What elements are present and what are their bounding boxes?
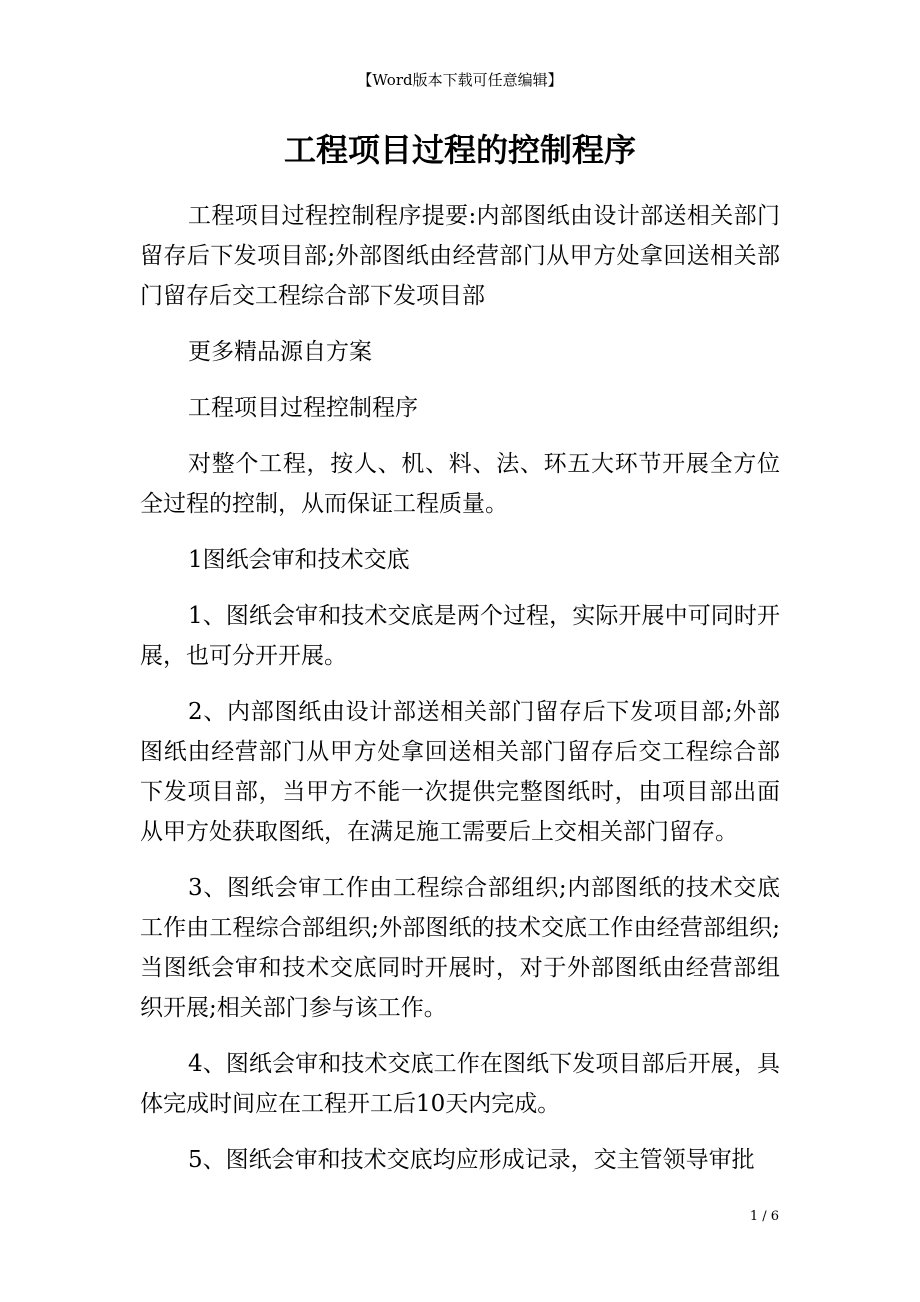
paragraph-item-1: 1、图纸会审和技术交底是两个过程，实际开展中可同时开展，也可分开开展。 <box>140 603 780 669</box>
paragraph-intro: 对整个工程，按人、机、料、法、环五大环节开展全方位全过程的控制，从而保证工程质量。 <box>140 451 780 517</box>
paragraph-item-2: 2、内部图纸由设计部送相关部门留存后下发项目部;外部图纸由经营部门从甲方处拿回送相关部门留存后交工程综合部下发项目部，当甲方不能一次提供完整图纸时，由项目部出面从甲方处获取图纸，在满足施工需要后上交相关部门留存。 <box>140 699 780 845</box>
page-number: 1 / 6 <box>749 1209 779 1224</box>
document-header: 【Word版本下载可任意编辑】 <box>357 71 563 89</box>
paragraph-item-5: 5、图纸会审和技术交底均应形成记录，交主管领导审批 <box>188 1147 755 1173</box>
paragraph-source: 更多精品源自方案 <box>188 339 372 365</box>
document-title: 工程项目过程的控制程序 <box>283 131 636 169</box>
document-body <box>140 196 780 1196</box>
paragraph-summary: 工程项目过程控制程序提要:内部图纸由设计部送相关部门留存后下发项目部;外部图纸由经营部门从甲方处拿回送相关部门留存后交工程综合部下发项目部 <box>140 203 780 309</box>
section-heading: 1图纸会审和技术交底 <box>188 547 410 573</box>
paragraph-item-3: 3、图纸会审工作由工程综合部组织;内部图纸的技术交底工作由工程综合部组织;外部图纸的技术交底工作由经营部组织;当图纸会审和技术交底同时开展时，对于外部图纸由经营部组织开展;相关部门参与该工作。 <box>140 875 780 1021</box>
paragraph-subtitle: 工程项目过程控制程序 <box>188 395 418 421</box>
paragraph-item-4: 4、图纸会审和技术交底工作在图纸下发项目部后开展，具体完成时间应在工程开工后10天内完成。 <box>140 1051 780 1117</box>
